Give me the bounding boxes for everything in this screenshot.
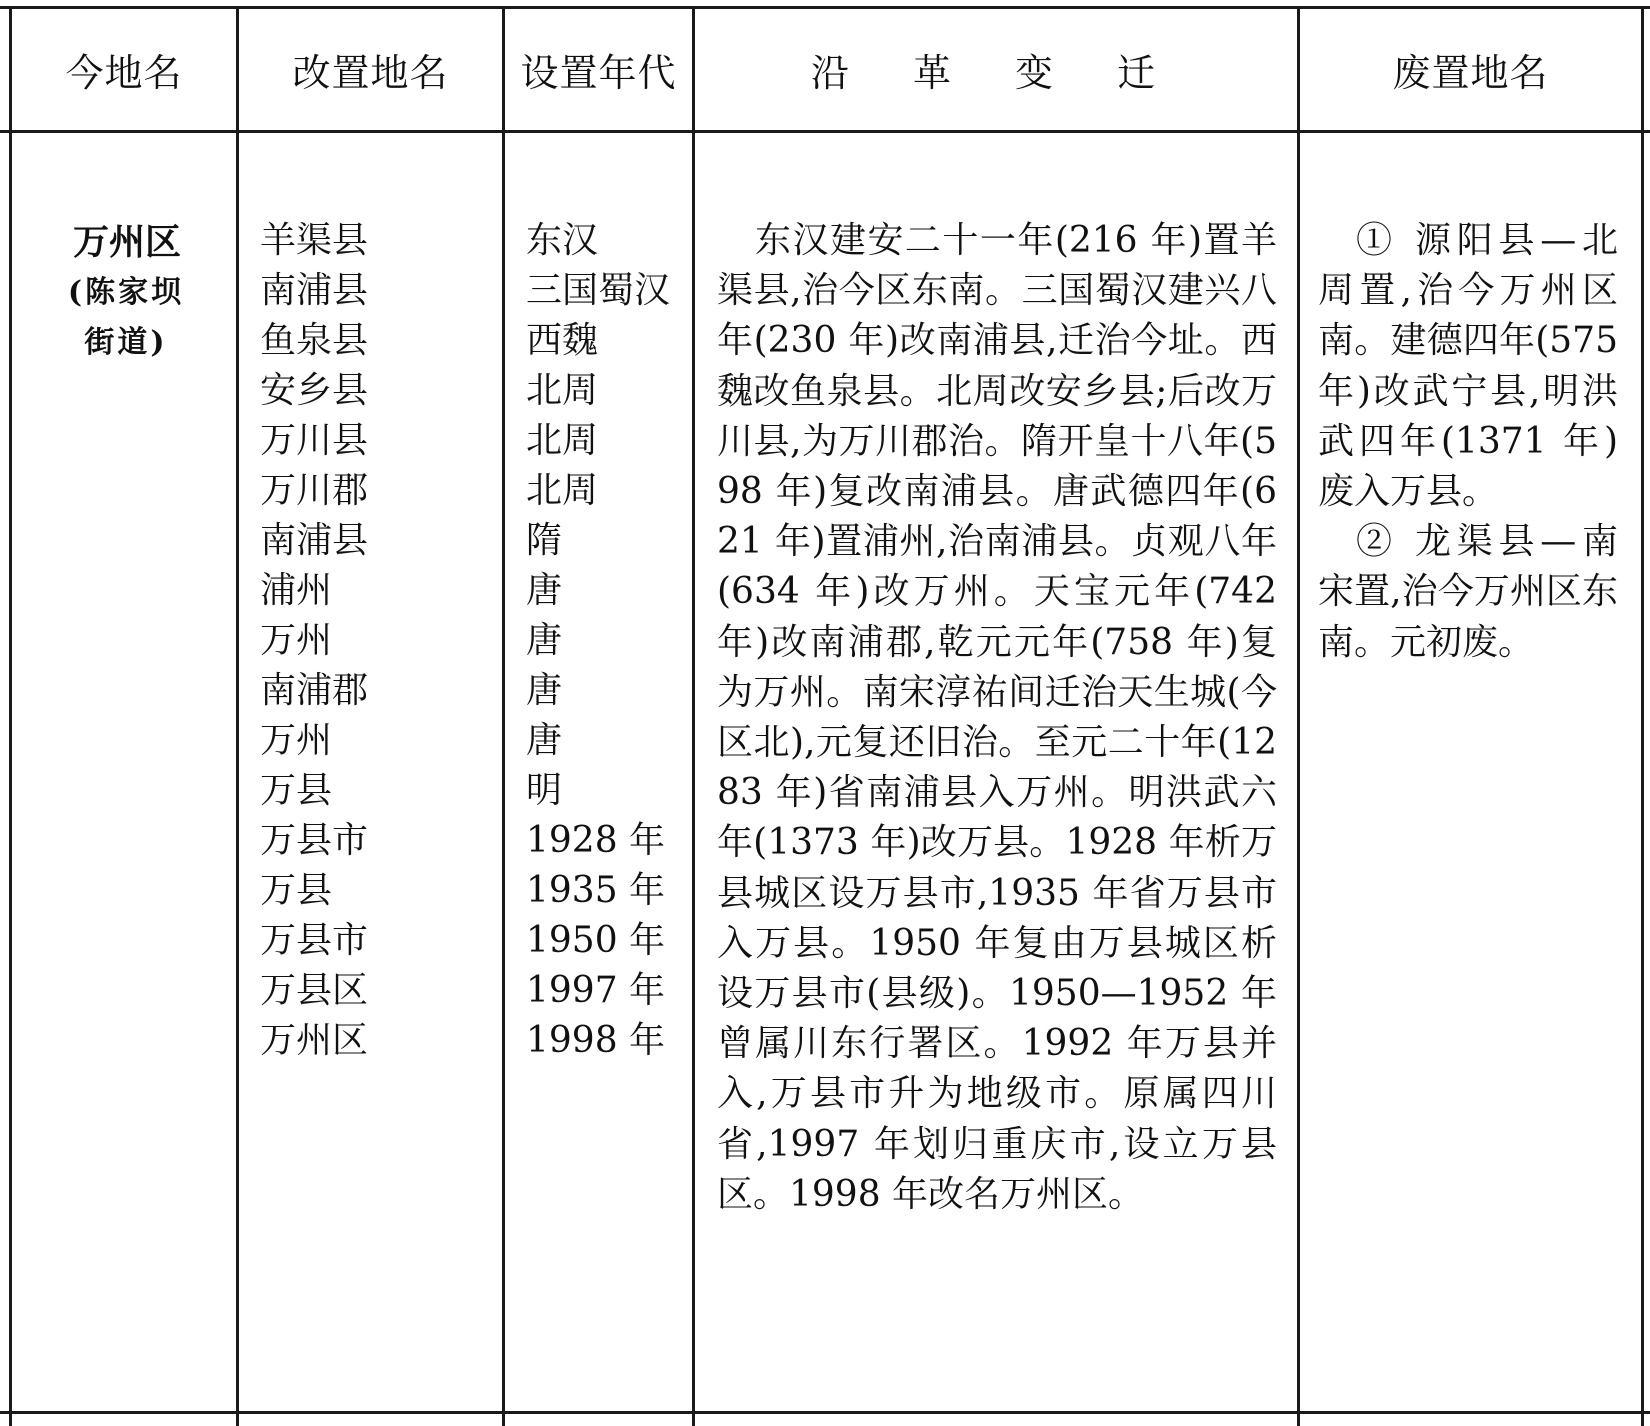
current-place-note bbox=[40, 268, 212, 368]
changed-name-item: 万县区 bbox=[260, 970, 369, 1011]
column-rule-right-edge bbox=[1641, 6, 1644, 1426]
abolished-entry: ② 龙渠县—南宋置,治今万州区东南。元初废。 bbox=[1318, 521, 1618, 663]
changed-name-list bbox=[260, 216, 368, 1066]
header-set-era: 设置年代 bbox=[520, 51, 677, 95]
header-history: 沿 革 变 迁 bbox=[810, 51, 1182, 95]
header-top-rule bbox=[0, 6, 1650, 9]
changed-name-item: 万川郡 bbox=[260, 470, 369, 511]
current-place-note-line-1: (陈家坝 bbox=[67, 275, 185, 310]
changed-name-item: 万县市 bbox=[260, 820, 369, 861]
column-rule-4 bbox=[1297, 6, 1300, 1426]
column-rule-left-edge bbox=[9, 6, 12, 1426]
abolished-entry: ① 源阳县—北周置,治今万州区南。建德四年(575 年)改武宁县,明洪武四年(1371 年)废入万县。 bbox=[1318, 220, 1618, 513]
row-bottom-rule bbox=[0, 1411, 1650, 1414]
changed-name-item: 南浦郡 bbox=[260, 670, 369, 711]
changed-name-item: 万川县 bbox=[260, 420, 369, 461]
set-era-item: 唐 bbox=[526, 570, 563, 611]
column-rule-1 bbox=[236, 6, 239, 1426]
abolished-names bbox=[1318, 216, 1618, 668]
changed-name-item: 万州区 bbox=[260, 1020, 369, 1061]
set-era-item: 1998 年 bbox=[526, 1020, 666, 1061]
set-era-list bbox=[526, 216, 670, 1066]
set-era-item: 西魏 bbox=[526, 320, 599, 361]
changed-name-item: 安乡县 bbox=[260, 370, 369, 411]
changed-name-item: 万县 bbox=[260, 870, 333, 911]
history-text: 东汉建安二十一年(216 年)置羊渠县,治今区东南。三国蜀汉建兴八年(230 年)改南浦县,迁治今址。西魏改鱼泉县。北周改安乡县;后改万川县,为万川郡治。隋开皇十八年(598 年)复改南浦县。唐武德四年(621 年)置浦州,治南浦县。贞观八年(634 年)改万州。天宝元年(742 年)改南浦郡,乾元元年(758 年)复为万州。南宋淳祐间迁治天生城(今区北),元复还旧治。至元二十年(1283 年)省南浦县入万州。明洪武六年(1373 年)改万县。1928 年析万县城区设万县市,1935 年省万县市入万县。1950 年复由万县城区析设万县市(县级)。1950—1952 年曾属川东行署区。1992 年万县并入,万县市升为地级市。原属四川省,1997 年划归重庆市,设立万县区。1998 年改名万州区。 bbox=[717, 220, 1277, 1215]
set-era-item: 三国蜀汉 bbox=[526, 270, 671, 311]
set-era-item: 1935 年 bbox=[526, 870, 666, 911]
changed-name-item: 鱼泉县 bbox=[260, 320, 369, 361]
changed-name-item: 万县 bbox=[260, 770, 333, 811]
header-bottom-rule bbox=[0, 130, 1650, 133]
header-changed-name: 改置地名 bbox=[292, 51, 449, 95]
current-place-name: 万州区 bbox=[72, 221, 181, 263]
set-era-item: 唐 bbox=[526, 670, 563, 711]
changed-name-item: 万州 bbox=[260, 620, 333, 661]
header-current-name: 今地名 bbox=[65, 51, 183, 95]
set-era-item: 北周 bbox=[526, 370, 599, 411]
set-era-item: 1928 年 bbox=[526, 820, 666, 861]
changed-name-item: 南浦县 bbox=[260, 270, 369, 311]
set-era-item: 1997 年 bbox=[526, 970, 666, 1011]
set-era-item: 唐 bbox=[526, 620, 563, 661]
set-era-item: 东汉 bbox=[526, 220, 599, 261]
set-era-item: 唐 bbox=[526, 720, 563, 761]
set-era-item: 北周 bbox=[526, 470, 599, 511]
changed-name-item: 万县市 bbox=[260, 920, 369, 961]
changed-name-item: 浦州 bbox=[260, 570, 333, 611]
current-place-note-line-2: 街道) bbox=[84, 325, 168, 360]
set-era-item: 隋 bbox=[526, 520, 563, 561]
set-era-item: 北周 bbox=[526, 420, 599, 461]
header-abolished-name: 废置地名 bbox=[1392, 51, 1549, 95]
set-era-item: 1950 年 bbox=[526, 920, 666, 961]
changed-name-item: 南浦县 bbox=[260, 520, 369, 561]
column-rule-3 bbox=[692, 6, 695, 1426]
changed-name-item: 羊渠县 bbox=[260, 220, 369, 261]
changed-name-item: 万州 bbox=[260, 720, 333, 761]
set-era-item: 明 bbox=[526, 770, 563, 811]
column-rule-2 bbox=[502, 6, 505, 1426]
